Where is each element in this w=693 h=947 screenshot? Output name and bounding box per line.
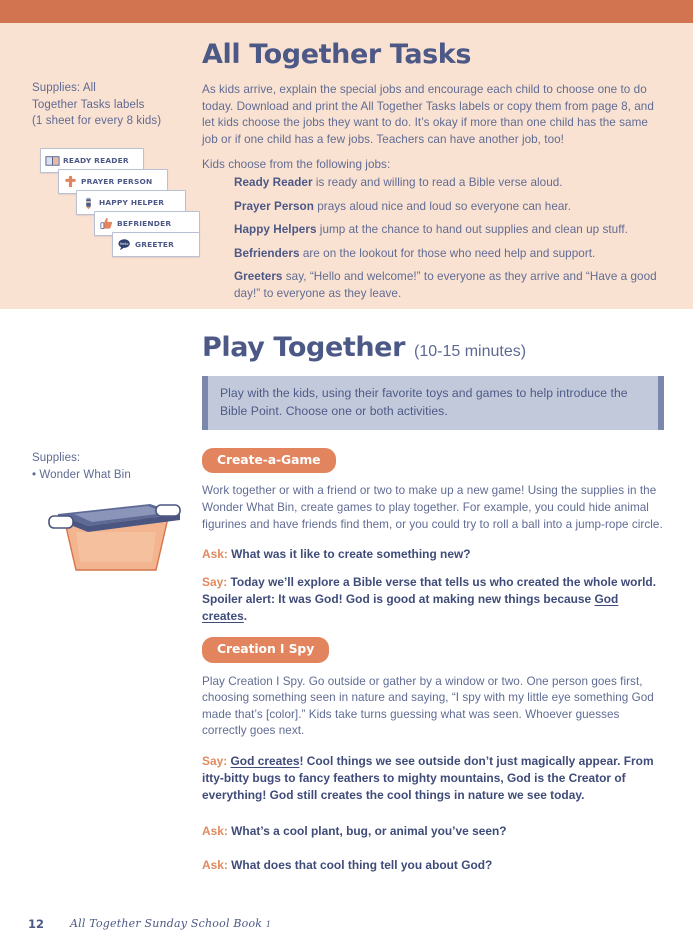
book-number: 1 bbox=[265, 920, 272, 929]
prompt-ask bbox=[202, 823, 664, 840]
job-item bbox=[234, 199, 664, 216]
job-text: jump at the chance to hand out supplies and clean up stuff. bbox=[316, 223, 628, 237]
prompt-tag: Say: bbox=[202, 575, 228, 590]
tasks-job-list bbox=[202, 175, 664, 303]
job-item bbox=[234, 222, 664, 239]
book-title-text: All Together Sunday School Book bbox=[70, 917, 263, 930]
prompt-text-post: . bbox=[243, 609, 248, 624]
open-book-icon bbox=[45, 153, 60, 168]
tasks-title: All Together Tasks bbox=[202, 39, 472, 70]
prompt-say bbox=[202, 753, 664, 804]
task-card-label: HAPPY HELPER bbox=[99, 198, 165, 207]
tasks-section bbox=[202, 40, 664, 310]
activity-badge: Creation I Spy bbox=[202, 637, 329, 662]
prompt-ask bbox=[202, 857, 664, 874]
play-supplies-block bbox=[32, 450, 200, 483]
job-item bbox=[234, 175, 664, 192]
prompt-text: Today we’ll explore a Bible verse that tells us who created the whole world. Spoiler alert: It was God! God is good at making new things because bbox=[202, 575, 657, 607]
activity-body: Work together or with a friend or two to make up a new game! Using the supplies in the Wonder What Bin, create games to play together. For example, you could hide animal figurines and have friends find them, or you could try to roll a ball into a jump-rope circle. bbox=[202, 484, 663, 531]
play-callout-text: Play with the kids, using their favorite toys and games to help introduce the Bible Point. Choose one or both activities. bbox=[220, 386, 628, 418]
prompt-tag: Ask: bbox=[202, 823, 228, 838]
activity-creation-i-spy bbox=[202, 637, 664, 874]
task-card-greeter bbox=[112, 232, 200, 257]
job-name: Prayer Person bbox=[234, 199, 314, 213]
top-orange-rule bbox=[0, 0, 693, 23]
activity-badge: Create-a-Game bbox=[202, 448, 336, 473]
page-number: 12 bbox=[28, 917, 45, 931]
job-name: Befrienders bbox=[234, 246, 300, 260]
task-card-label: PRAYER PERSON bbox=[81, 177, 153, 186]
prompt-text: What does that cool thing tell you about God? bbox=[227, 857, 493, 872]
crayon-icon bbox=[81, 195, 96, 210]
job-name: Ready Reader bbox=[234, 175, 313, 189]
tasks-supplies-line-1: Supplies: All bbox=[32, 82, 96, 94]
play-supplies-line-1: Supplies: bbox=[32, 452, 81, 464]
prompt-say bbox=[202, 574, 664, 625]
wonder-what-bin-illustration bbox=[32, 492, 200, 578]
storage-bin-icon bbox=[32, 565, 200, 582]
job-item bbox=[234, 246, 664, 263]
prompt-keyphrase: God creates bbox=[202, 592, 619, 624]
task-card-label: READY READER bbox=[63, 156, 129, 165]
job-text: is ready and willing to read a Bible verse aloud. bbox=[312, 175, 563, 189]
prompt-text: What was it like to create something new? bbox=[227, 547, 471, 562]
prompt-keyphrase: God creates bbox=[230, 753, 300, 768]
play-callout-box bbox=[202, 376, 664, 430]
job-text: say, “Hello and welcome!” to everyone as they arrive and “Have a good day!” to everyone as they leave. bbox=[234, 270, 657, 300]
tasks-supplies-block bbox=[32, 80, 200, 130]
activity-body: Play Creation I Spy. Go outside or gather by a window or two. One person goes first, choosing something seen in nature and saying, “I spy with my little eye something God made that’s [color].” Kids take turns guessing what was seen. Whoever guesses correctly goes next. bbox=[202, 674, 654, 738]
play-title bbox=[202, 333, 664, 367]
job-name: Greeters bbox=[234, 270, 283, 284]
task-label-cards-illustration bbox=[32, 148, 200, 252]
prompt-ask bbox=[202, 546, 664, 563]
tasks-intro: As kids arrive, explain the special jobs and encourage each child to choose one to do today. Download and print the All Together Tasks labels or copy them from page 8, and let kids choose the jobs they want to do. It’s okay if more than one child has the same job or if one child has a few jobs. Teachers can have another job, too! bbox=[202, 83, 654, 146]
speech-bubble-icon bbox=[117, 237, 132, 252]
thumbs-up-icon bbox=[99, 216, 114, 231]
play-title-text: Play Together bbox=[202, 332, 406, 363]
prompt-tag: Ask: bbox=[202, 547, 228, 562]
job-name: Happy Helpers bbox=[234, 223, 317, 237]
tasks-jobs-lead: Kids choose from the following jobs: bbox=[202, 158, 391, 172]
play-supplies-line-2: • Wonder What Bin bbox=[32, 468, 131, 481]
job-text: are on the lookout for those who need help and support. bbox=[299, 246, 596, 260]
prompt-text-post: ! Cool things we see outside don’t just magically appear. From itty-bitty bugs to fancy feathers to mighty mountains, God is the Creator of everything! God still creates the cool things in nature we see today. bbox=[202, 753, 654, 802]
book-title bbox=[70, 917, 271, 930]
job-text: prays aloud nice and loud so everyone can hear. bbox=[313, 199, 572, 213]
task-card-label: BEFRIENDER bbox=[117, 219, 172, 228]
tasks-supplies-line-2: Together Tasks labels bbox=[32, 98, 145, 111]
cross-icon bbox=[63, 174, 78, 189]
task-card-label: GREETER bbox=[135, 240, 175, 249]
svg-text:Hello: Hello bbox=[119, 241, 129, 246]
play-section bbox=[202, 333, 664, 885]
job-item bbox=[234, 269, 664, 302]
prompt-tag: Ask: bbox=[202, 857, 228, 872]
play-duration: (10-15 minutes) bbox=[414, 343, 527, 360]
prompt-text: What’s a cool plant, bug, or animal you’ve seen? bbox=[227, 823, 507, 838]
prompt-tag: Say: bbox=[202, 753, 228, 768]
activity-create-a-game bbox=[202, 448, 664, 625]
page-footer bbox=[0, 907, 693, 947]
tasks-supplies-line-3: (1 sheet for every 8 kids) bbox=[32, 115, 162, 127]
